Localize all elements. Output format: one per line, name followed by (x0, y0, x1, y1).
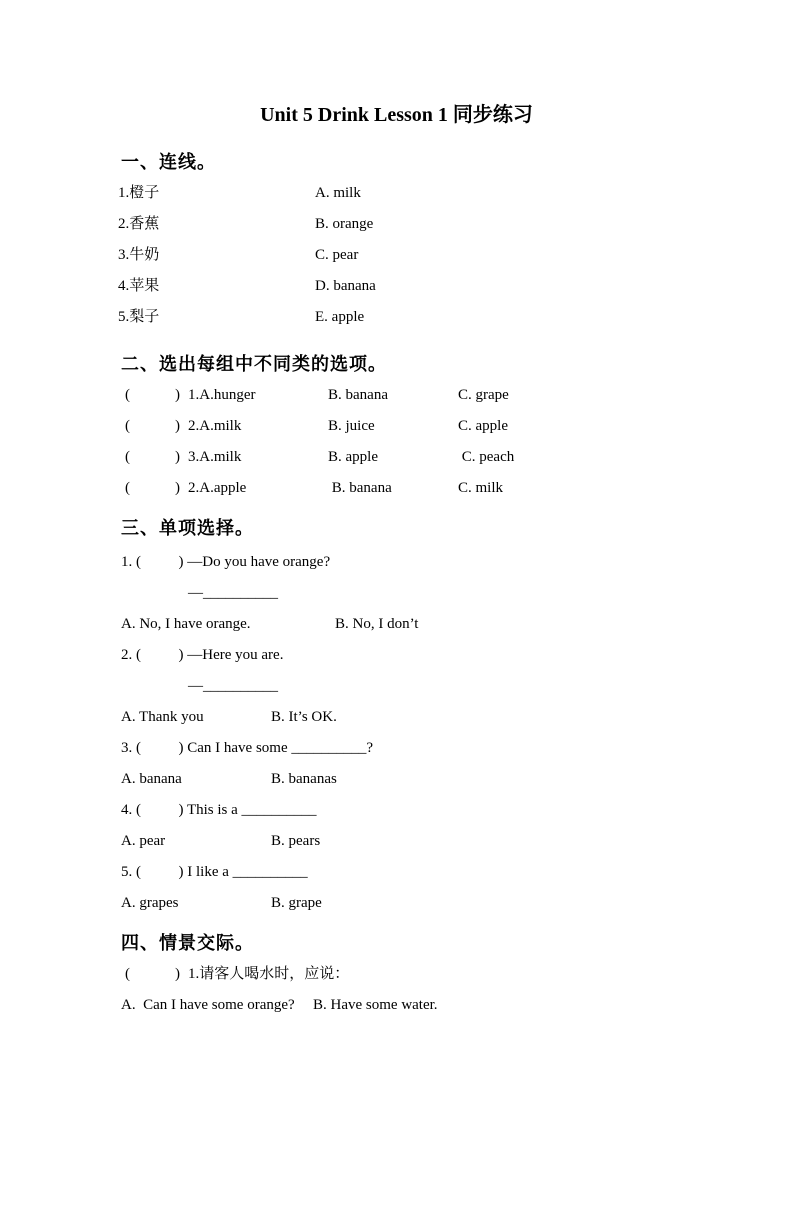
option-b-label: B. banana (328, 480, 392, 496)
option-a-label: 3.A.milk (188, 449, 242, 465)
matching-chinese-item: 3.牛奶 (118, 247, 160, 263)
question-stem: 5. ( ) I like a __________ (121, 864, 308, 880)
option-b-label: B. bananas (271, 771, 337, 787)
option-a-label: A. Thank you (121, 709, 204, 725)
odd-one-out-row (118, 411, 703, 442)
option-c-label: C. apple (458, 418, 508, 434)
section-4-heading: 四、情景交际。 (121, 933, 254, 953)
matching-row (118, 209, 703, 240)
answer-cell (118, 411, 328, 442)
option-a-label: A. grapes (121, 895, 179, 911)
worksheet-page (0, 100, 793, 1222)
question-stem: 4. ( ) This is a __________ (121, 802, 317, 818)
answer-cell (118, 442, 328, 473)
matching-english-item: B. orange (315, 216, 374, 232)
matching-row (118, 240, 703, 271)
options-row (121, 990, 703, 1021)
option-a-label: 2.A.milk (188, 418, 242, 434)
option-b-label: B. It’s OK. (271, 709, 337, 725)
odd-one-out-row (118, 442, 703, 473)
option-b-label: B. pears (271, 833, 321, 849)
matching-english-item: D. banana (315, 278, 376, 294)
matching-english-item: C. pear (315, 247, 359, 263)
answer-cell (118, 473, 328, 504)
options-row (121, 764, 703, 795)
matching-english-item: A. milk (315, 185, 361, 201)
section-3-heading: 三、单项选择。 (121, 518, 254, 538)
option-a-label: 1.A.hunger (188, 387, 256, 403)
option-b-label: B. grape (271, 895, 322, 911)
options-row (121, 609, 703, 640)
odd-one-out-row (118, 473, 703, 504)
section-1-heading: 一、连线。 (121, 152, 216, 172)
odd-one-out-row (118, 380, 703, 411)
matching-chinese-item: 2.香蕉 (118, 216, 160, 232)
option-b-label: B. Have some water. (313, 997, 438, 1013)
matching-row (118, 302, 703, 333)
matching-chinese-item: 1.橙子 (118, 185, 160, 201)
answer-parentheses: ( ) (125, 387, 180, 403)
matching-row (118, 178, 703, 209)
question-stem: 3. ( ) Can I have some __________? (121, 740, 374, 756)
option-c-label: C. grape (458, 387, 509, 403)
matching-chinese-item: 4.苹果 (118, 278, 160, 294)
matching-english-item: E. apple (315, 309, 365, 325)
answer-parentheses: ( ) (125, 480, 180, 496)
option-a-label: A. No, I have orange. (121, 616, 251, 632)
option-a-label: 2.A.apple (188, 480, 247, 496)
matching-chinese-item: 5.梨子 (118, 309, 160, 325)
answer-parentheses: ( ) (125, 966, 180, 982)
question-text: 1.请客人喝水时，应说： (188, 966, 350, 982)
option-a-label: A. banana (121, 771, 182, 787)
options-row (121, 702, 703, 733)
option-c-label: C. peach (458, 449, 515, 465)
options-row (121, 888, 703, 919)
option-c-label: C. milk (458, 480, 504, 496)
option-b-label: B. apple (328, 449, 378, 465)
option-a-label: A. pear (121, 833, 166, 849)
section-2-heading: 二、选出每组中不同类的选项。 (121, 354, 387, 374)
options-row (121, 826, 703, 857)
situational-question (118, 959, 703, 990)
answer-cell (118, 380, 328, 411)
answer-blank-line: —__________ (188, 678, 278, 694)
answer-blank-line: —__________ (188, 585, 278, 601)
option-b-label: B. juice (328, 418, 375, 434)
answer-parentheses: ( ) (125, 449, 180, 465)
page-title: Unit 5 Drink Lesson 1 同步练习 (260, 104, 533, 126)
option-b-label: B. No, I don’t (335, 616, 419, 632)
option-a-label: A. Can I have some orange? (121, 997, 295, 1013)
matching-row (118, 271, 703, 302)
answer-parentheses: ( ) (125, 418, 180, 434)
option-b-label: B. banana (328, 387, 388, 403)
question-stem: 2. ( ) —Here you are. (121, 647, 284, 663)
question-stem: 1. ( ) —Do you have orange? (121, 554, 331, 570)
